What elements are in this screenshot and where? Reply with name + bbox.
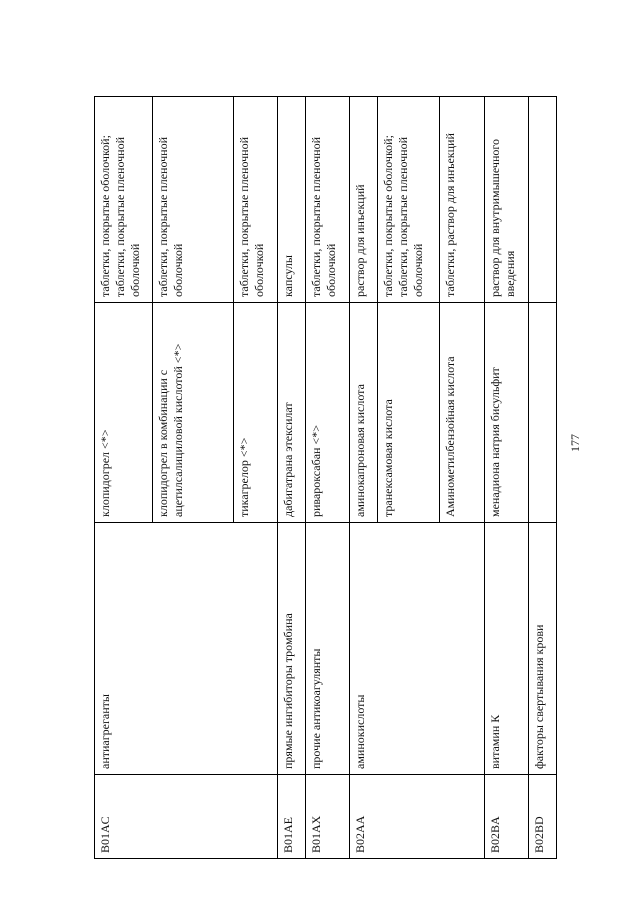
- form-cell: раствор для инъекций: [350, 97, 378, 303]
- table-row: [485, 97, 529, 859]
- drug-cell: клопидогрел в комбинации с ацетилсалициловой кислотой <*>: [153, 303, 234, 523]
- group-cell: антиагреганты: [95, 523, 278, 775]
- atc-code-cell: B01AC: [95, 775, 278, 859]
- form-cell: таблетки, покрытые пленочной оболочкой: [153, 97, 234, 303]
- drug-table: [94, 96, 557, 859]
- form-cell: таблетки, покрытые оболочкой; таблетки, покрытые пленочной оболочкой: [378, 97, 440, 303]
- atc-code-cell: B02AA: [350, 775, 485, 859]
- group-cell: прямые ингибиторы тромбина: [278, 523, 306, 775]
- table-row: [350, 97, 378, 859]
- group-cell: витамин К: [485, 523, 529, 775]
- drug-cell: аминокапроновая кислота: [350, 303, 378, 523]
- page-number: 177: [568, 434, 582, 452]
- drug-cell: клопидогрел <*>: [95, 303, 153, 523]
- table-row: [95, 97, 153, 859]
- atc-code-cell: B01AX: [306, 775, 350, 859]
- drug-cell: [529, 303, 557, 523]
- drug-cell: Аминометилбензойная кислота: [440, 303, 485, 523]
- drug-cell: тикагрелор <*>: [234, 303, 278, 523]
- table-row: [306, 97, 350, 859]
- group-cell: факторы свертывания крови: [529, 523, 557, 775]
- form-cell: капсулы: [278, 97, 306, 303]
- form-cell: таблетки, покрытые пленочной оболочкой: [234, 97, 278, 303]
- drug-cell: дабигатрана этексилат: [278, 303, 306, 523]
- drug-cell: транексамовая кислота: [378, 303, 440, 523]
- form-cell: таблетки, раствор для инъекций: [440, 97, 485, 303]
- table-row: [529, 97, 557, 859]
- drug-cell: менадиона натрия бисульфит: [485, 303, 529, 523]
- atc-code-cell: B02BA: [485, 775, 529, 859]
- atc-code-cell: B02BD: [529, 775, 557, 859]
- form-cell: таблетки, покрытые пленочной оболочкой: [306, 97, 350, 303]
- rotated-table-wrapper: [94, 97, 566, 859]
- form-cell: таблетки, покрытые оболочкой; таблетки, покрытые пленочной оболочкой: [95, 97, 153, 303]
- group-cell: прочие антикоагулянты: [306, 523, 350, 775]
- group-cell: аминокислоты: [350, 523, 485, 775]
- drug-cell: ривароксабан <*>: [306, 303, 350, 523]
- table-row: [278, 97, 306, 859]
- atc-code-cell: B01AE: [278, 775, 306, 859]
- form-cell: раствор для внутримышечного введения: [485, 97, 529, 303]
- form-cell: [529, 97, 557, 303]
